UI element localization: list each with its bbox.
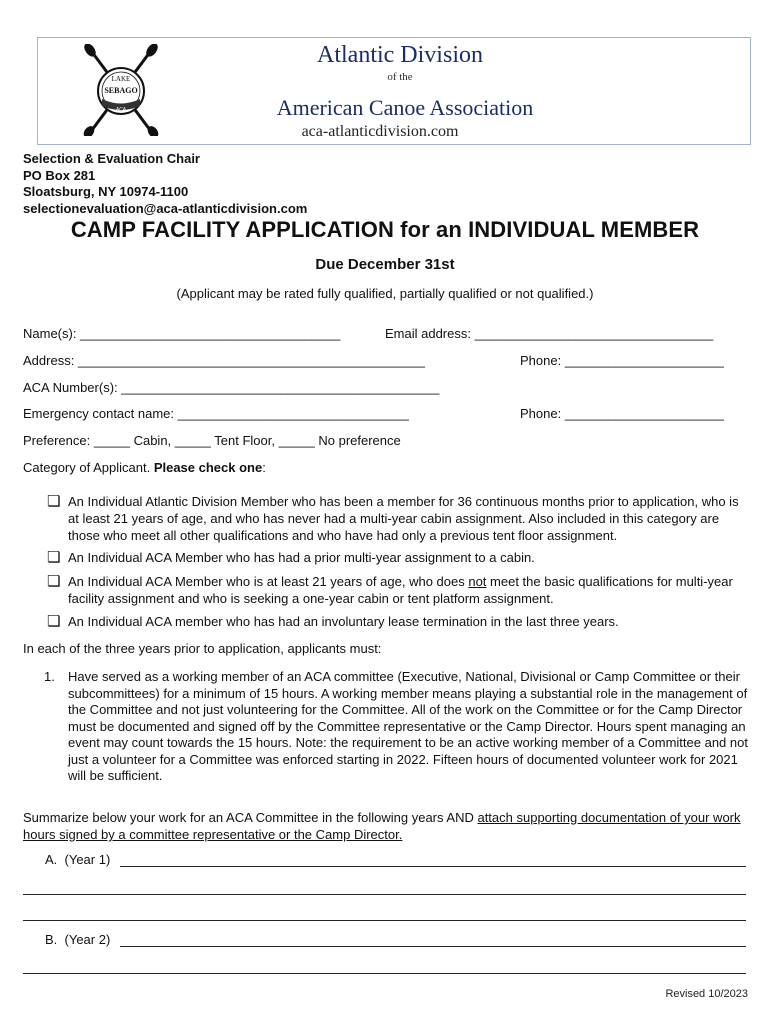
website-text: aca-atlanticdivision.com <box>301 123 459 140</box>
logo-text-sebago: SEBAGO <box>104 86 138 95</box>
checkbox-icon[interactable]: ❏ <box>47 493 61 510</box>
category-label: Category of Applicant. Please check one: <box>23 460 266 475</box>
contact-line-email: selectionevaluation@aca-atlanticdivision.com <box>23 200 308 216</box>
checkbox-icon[interactable]: ❏ <box>47 613 61 630</box>
of-the-text: of the <box>387 71 413 83</box>
attach-documentation-emphasis: attach supporting documentation of your work hours signed by a committee representative or the Camp Director. <box>23 810 741 842</box>
contact-line-chair: Selection & Evaluation Chair <box>23 151 200 166</box>
organization-name: American Canoe Association <box>276 95 534 120</box>
contact-line-pobox: PO Box 281 <box>23 167 96 183</box>
contact-block <box>23 151 307 217</box>
not-emphasis: not <box>468 574 487 589</box>
requirements-intro: In each of the three years prior to application, applicants must: <box>23 641 382 656</box>
year-2-line[interactable] <box>120 946 746 947</box>
lake-sebago-paddles-logo <box>80 44 162 136</box>
category-option-3-text: An Individual ACA Member who is at least 21 years of age, who does not meet the basic qualifications for multi-year facility assignment and who is seeking a one-year cabin or tent platform assignment. <box>68 574 733 606</box>
category-option-4-text: An Individual ACA member who has had an involuntary lease termination in the last three years. <box>68 614 619 629</box>
names-field[interactable]: Name(s): ____________________________________ <box>23 326 341 341</box>
summary-instructions: Summarize below your work for an ACA Committee in the following years AND attach supporting documentation of your work hours signed by a committee representative or the Camp Director. <box>23 810 741 842</box>
logo-text-aca: ACA <box>115 107 127 113</box>
category-option-4[interactable] <box>47 613 752 630</box>
address-field[interactable]: Address: ________________________________________________ <box>23 353 425 368</box>
contact-line-city: Sloatsburg, NY 10974-1100 <box>23 184 189 199</box>
logo-text-lake: LAKE <box>111 75 131 83</box>
emergency-phone-field[interactable]: Phone: ______________________ <box>520 406 724 421</box>
category-option-1[interactable] <box>47 493 752 544</box>
category-option-1-text: An Individual Atlantic Division Member who has been a member for 36 continuous months prior to application, who is at least 21 years of age, and who has never had a multi-year cabin assignment. Also included in this category are those who meet all other qualifications and who have had only a previous tent floor assignment. <box>68 494 739 543</box>
category-option-3[interactable] <box>47 573 752 607</box>
revised-date: Revised 10/2023 <box>665 988 748 1000</box>
year-1-label: A. (Year 1) <box>45 852 114 867</box>
aca-number-field[interactable]: ACA Number(s): ____________________________________________ <box>23 380 440 395</box>
division-title: Atlantic Division <box>317 42 483 68</box>
preference-field[interactable]: Preference: _____ Cabin, _____ Tent Floor, _____ No preference <box>23 433 401 448</box>
year-1-line-3[interactable] <box>23 920 746 921</box>
checkbox-icon[interactable]: ❏ <box>47 573 61 590</box>
year-2-line-2[interactable] <box>23 973 746 974</box>
year-1-line[interactable] <box>120 866 746 867</box>
year-2-label: B. (Year 2) <box>45 932 114 947</box>
email-field[interactable]: Email address: _________________________________ <box>385 326 714 341</box>
category-option-2-text: An Individual ACA Member who has had a prior multi-year assignment to a cabin. <box>68 550 535 565</box>
checkbox-icon[interactable]: ❏ <box>47 549 61 566</box>
category-label-bold: Please check one <box>153 460 263 475</box>
requirement-item-1 <box>44 669 752 785</box>
rating-note: (Applicant may be rated fully qualified, partially qualified or not qualified.) <box>176 286 594 301</box>
emergency-contact-field[interactable]: Emergency contact name: ________________________________ <box>23 406 409 421</box>
requirement-item-1-text: Have served as a working member of an ACA committee (Executive, National, Divisional or Camp Committee or their subcommittees) for a minimum of 15 hours. A working member means playing a substantial role in the management of the Committee and not just volunteering for the Committee. All of the work on the Committee or for the Camp Director must be documented and signed off by the Committee representative or the Camp Director. Hours spent managing an event may count towards the 15 hours. Note: the requirement to be an active working member of a Committee and not just a volunteer for a Committee was enforced starting in 2022. Fifteen hours of documented volunteer work for 2021 will be sufficient. <box>68 669 748 783</box>
year-1-line-2[interactable] <box>23 894 746 895</box>
page-title: CAMP FACILITY APPLICATION for an INDIVIDUAL MEMBER <box>70 217 700 242</box>
phone-field[interactable]: Phone: ______________________ <box>520 353 724 368</box>
requirement-number: 1. <box>44 669 55 684</box>
category-option-2[interactable] <box>47 549 752 566</box>
due-date: Due December 31st <box>315 256 455 273</box>
